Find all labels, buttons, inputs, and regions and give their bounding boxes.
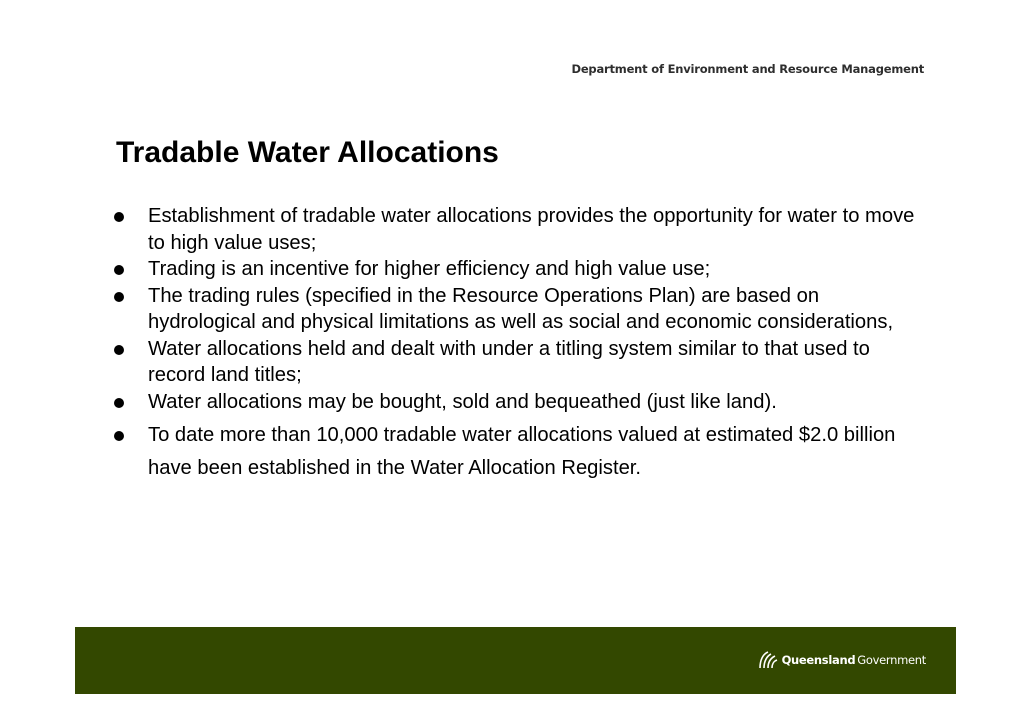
bullet-text: Establishment of tradable water allocations provides the opportunity for water to move to high value uses; [148, 205, 915, 254]
logo-text-government: Government [857, 653, 926, 667]
list-item [112, 389, 932, 416]
bullet-dot-icon [114, 265, 124, 275]
slide-title: Tradable Water Allocations [116, 136, 499, 169]
footer-band [75, 627, 956, 694]
bullet-dot-icon [114, 212, 124, 222]
bullet-text: Trading is an incentive for higher efficiency and high value use; [148, 258, 711, 280]
logo-text-queensland: Queensland [781, 653, 856, 667]
bullet-dot-icon [114, 292, 124, 302]
bullet-dot-icon [114, 345, 124, 355]
bullet-dot-icon [114, 398, 124, 408]
bullet-list [112, 203, 932, 485]
list-item [112, 419, 932, 485]
queensland-crest-icon [757, 650, 779, 670]
bullet-text: Water allocations held and dealt with under a titling system similar to that used to record land titles; [148, 337, 870, 386]
bullet-text: Water allocations may be bought, sold and bequeathed (just like land). [148, 390, 777, 413]
bullet-text: The trading rules (specified in the Resource Operations Plan) are based on hydrological and physical limitations as well as social and economic considerations, [148, 284, 894, 333]
list-item [112, 256, 932, 283]
bullet-text: To date more than 10,000 tradable water allocations valued at estimated $2.0 billion have been established in the Water Allocation Register. [148, 424, 896, 479]
list-item [112, 203, 932, 256]
queensland-government-logo [757, 650, 926, 670]
bullet-dot-icon [114, 431, 124, 441]
department-name: Department of Environment and Resource Management [571, 62, 924, 76]
list-item [112, 336, 932, 389]
list-item [112, 283, 932, 336]
